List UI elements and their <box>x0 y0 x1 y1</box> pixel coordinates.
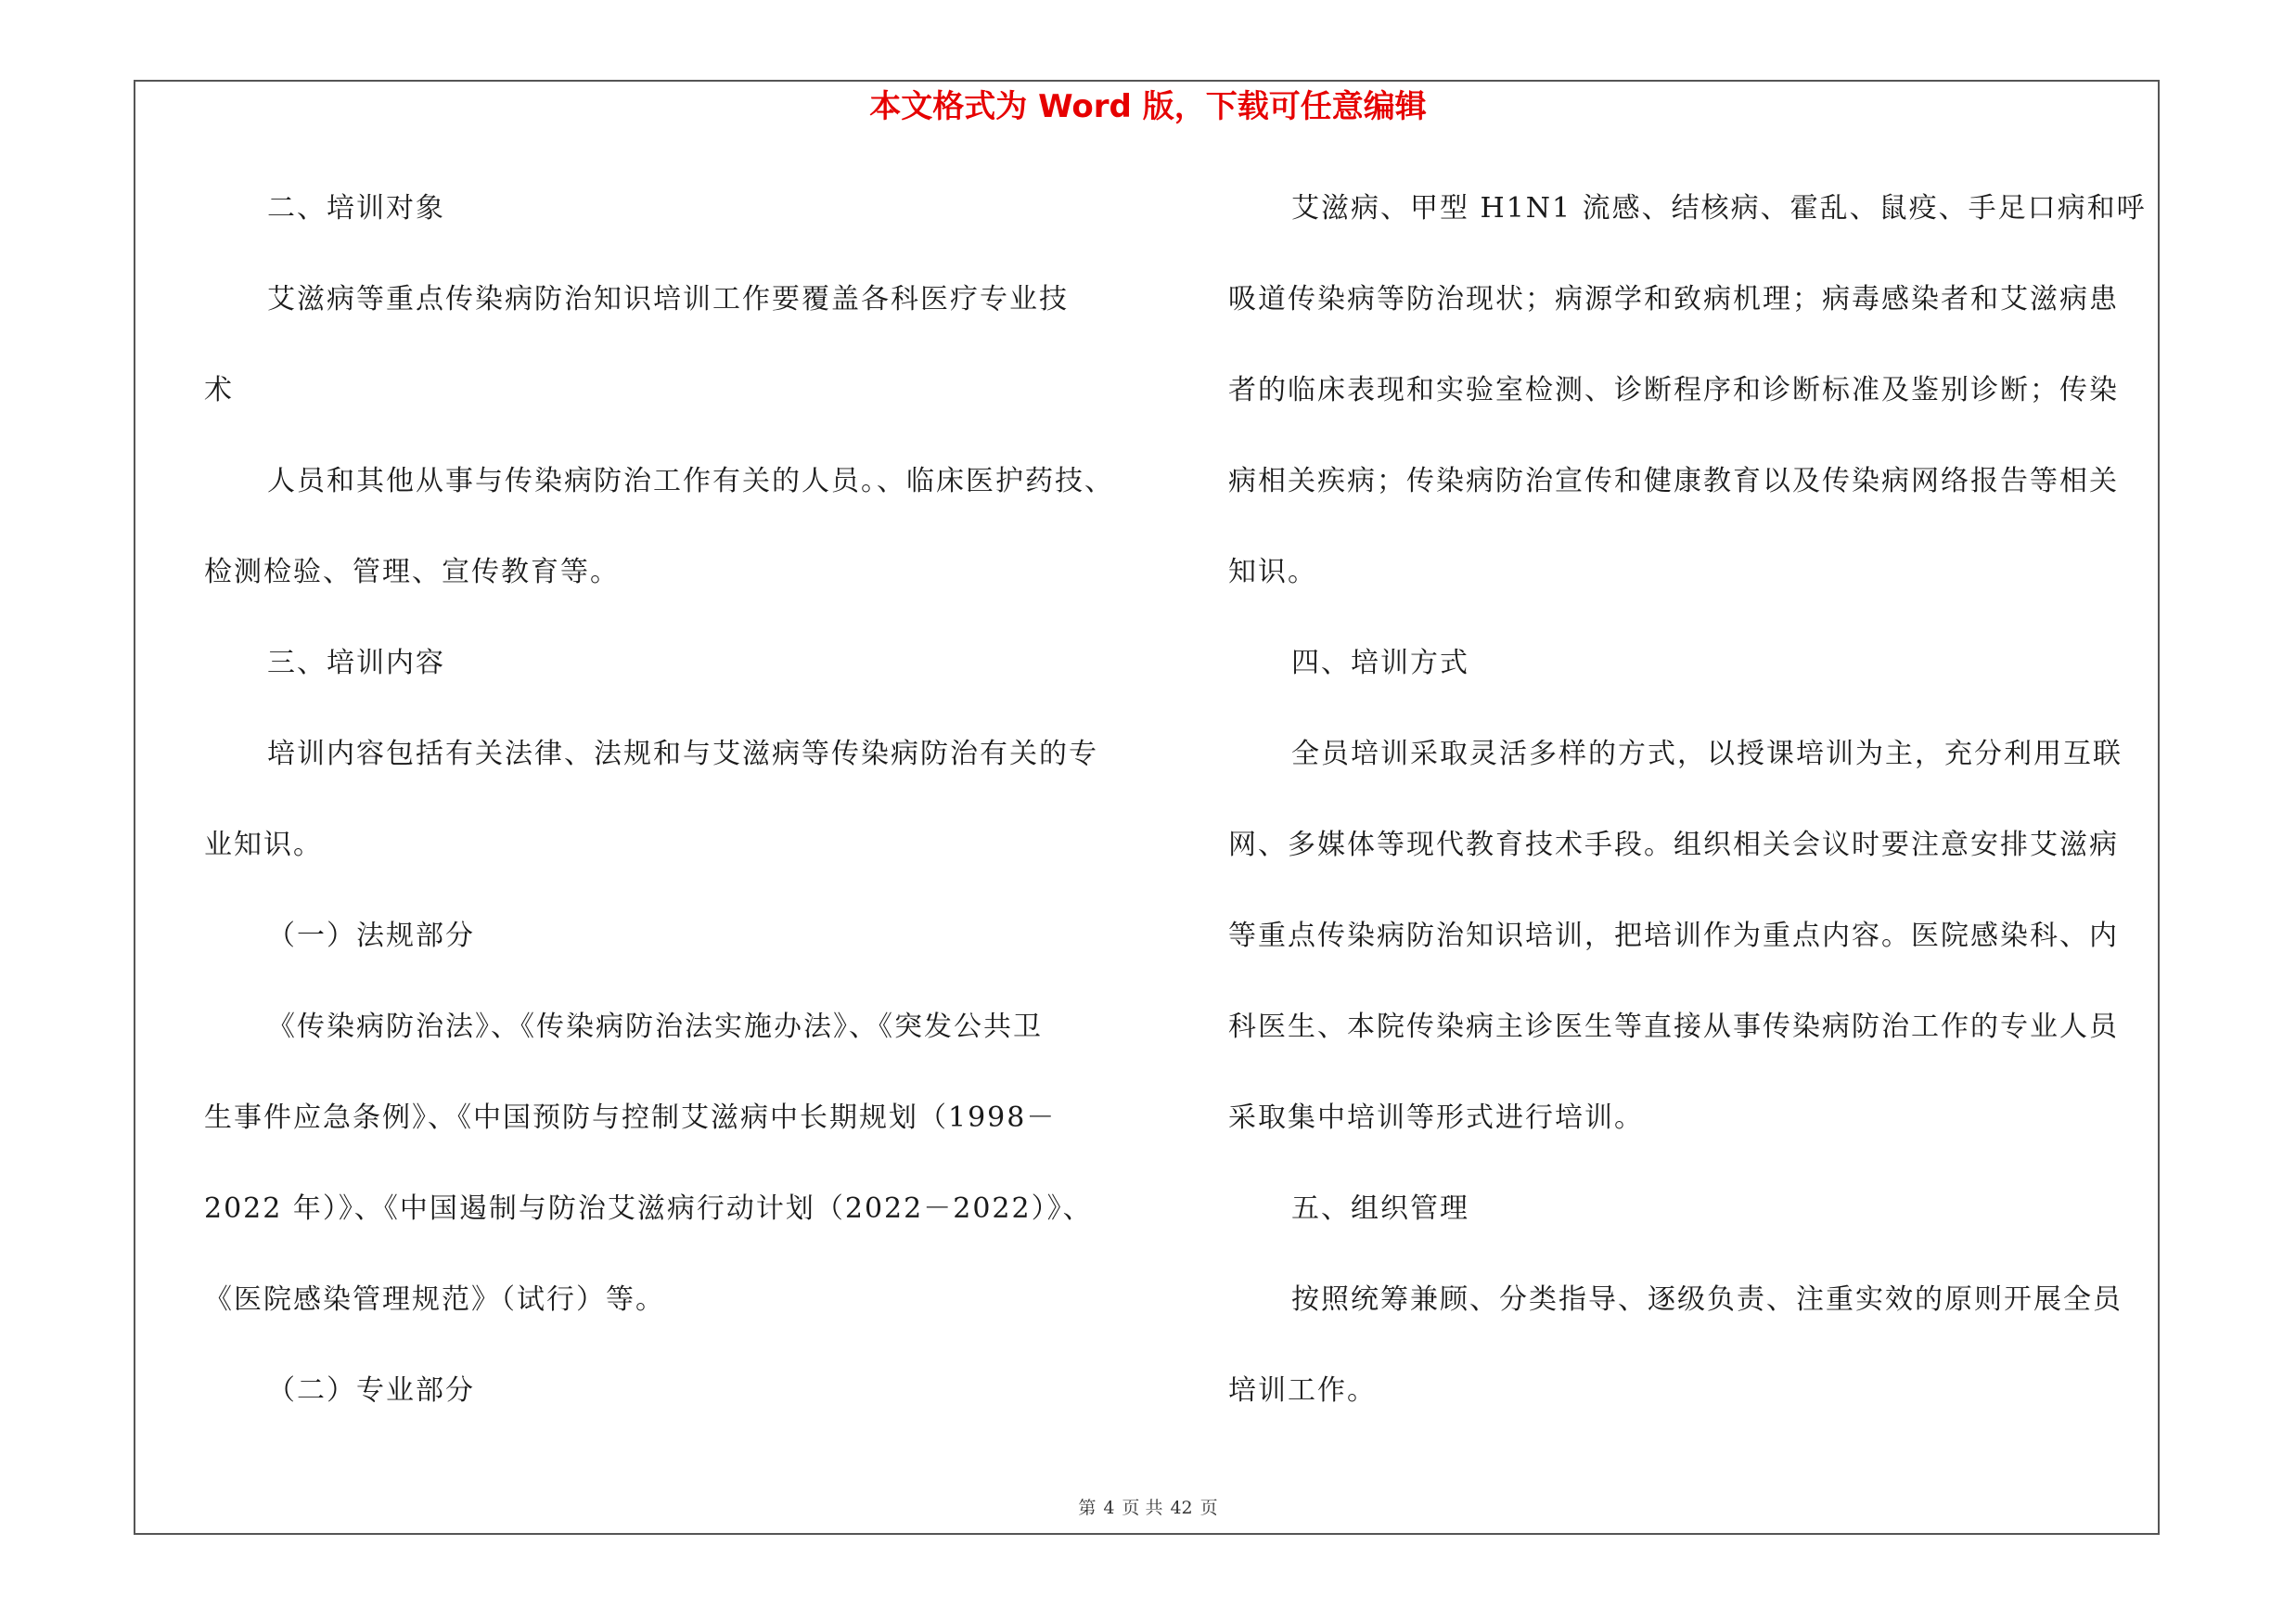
paragraph-line: 者的临床表现和实验室检测、诊断程序和诊断标准及鉴别诊断；传染 <box>1228 374 2119 406</box>
paragraph-line: 按照统筹兼顾、分类指导、逐级负责、注重实效的原则开展全员 <box>1291 1283 2123 1316</box>
footer-suffix: 页 <box>1199 1498 1218 1518</box>
paragraph-line: 检测检验、管理、宣传教育等。 <box>204 556 620 588</box>
paragraph-line: 《传染病防治法》、《传染病防治法实施办法》、《突发公共卫 <box>267 1011 1043 1043</box>
paragraph-line: 艾滋病等重点传染病防治知识培训工作要覆盖各科医疗专业技 <box>267 283 1069 316</box>
paragraph-line: 知识。 <box>1228 556 1317 588</box>
subsection-heading-professional: （二）专业部分 <box>267 1374 475 1407</box>
paragraph-line: 等重点传染病防治知识培训，把培训作为重点内容。医院感染科、内 <box>1228 920 2119 952</box>
paragraph-line: 采取集中培训等形式进行培训。 <box>1228 1101 1644 1134</box>
subsection-heading-regulations: （一）法规部分 <box>267 920 475 952</box>
paragraph-line: 网、多媒体等现代教育技术手段。组织相关会议时要注意安排艾滋病 <box>1228 829 2119 861</box>
paragraph-line: 业知识。 <box>204 829 323 861</box>
paragraph-line: 全员培训采取灵活多样的方式，以授课培训为主，充分利用互联 <box>1291 738 2123 770</box>
paragraph-line: 2022 年）》、《中国遏制与防治艾滋病行动计划（2022－2022）》、 <box>204 1192 1093 1225</box>
footer-middle: 页 共 <box>1122 1498 1163 1518</box>
section-heading-organization: 五、组织管理 <box>1291 1192 1469 1225</box>
section-heading-training-targets: 二、培训对象 <box>267 192 445 225</box>
paragraph-line: 艾滋病、甲型 H1N1 流感、结核病、霍乱、鼠疫、手足口病和呼 <box>1291 192 2147 225</box>
total-page-count: 42 <box>1170 1498 1193 1518</box>
section-heading-training-method: 四、培训方式 <box>1291 647 1469 679</box>
page-number-footer <box>0 1494 2296 1522</box>
paragraph-line: 培训内容包括有关法律、法规和与艾滋病等传染病防治有关的专 <box>267 738 1098 770</box>
current-page-number: 4 <box>1103 1498 1115 1518</box>
paragraph-line: 术 <box>204 374 234 406</box>
paragraph-line: 病相关疾病；传染病防治宣传和健康教育以及传染病网络报告等相关 <box>1228 465 2119 497</box>
paragraph-line: 《医院感染管理规范》（试行）等。 <box>204 1283 665 1316</box>
paragraph-line: 吸道传染病等防治现状；病源学和致病机理；病毒感染者和艾滋病患 <box>1228 283 2119 316</box>
paragraph-line: 培训工作。 <box>1228 1374 1377 1407</box>
paragraph-line: 人员和其他从事与传染病防治工作有关的人员。、临床医护药技、 <box>267 465 1114 497</box>
paragraph-line: 科医生、本院传染病主诊医生等直接从事传染病防治工作的专业人员 <box>1228 1011 2119 1043</box>
word-format-banner: 本文格式为 Word 版，下载可任意编辑 <box>869 88 1427 125</box>
footer-prefix: 第 <box>1078 1498 1097 1518</box>
paragraph-line: 生事件应急条例》、《中国预防与控制艾滋病中长期规划（1998－ <box>204 1101 1057 1134</box>
section-heading-training-content: 三、培训内容 <box>267 647 445 679</box>
